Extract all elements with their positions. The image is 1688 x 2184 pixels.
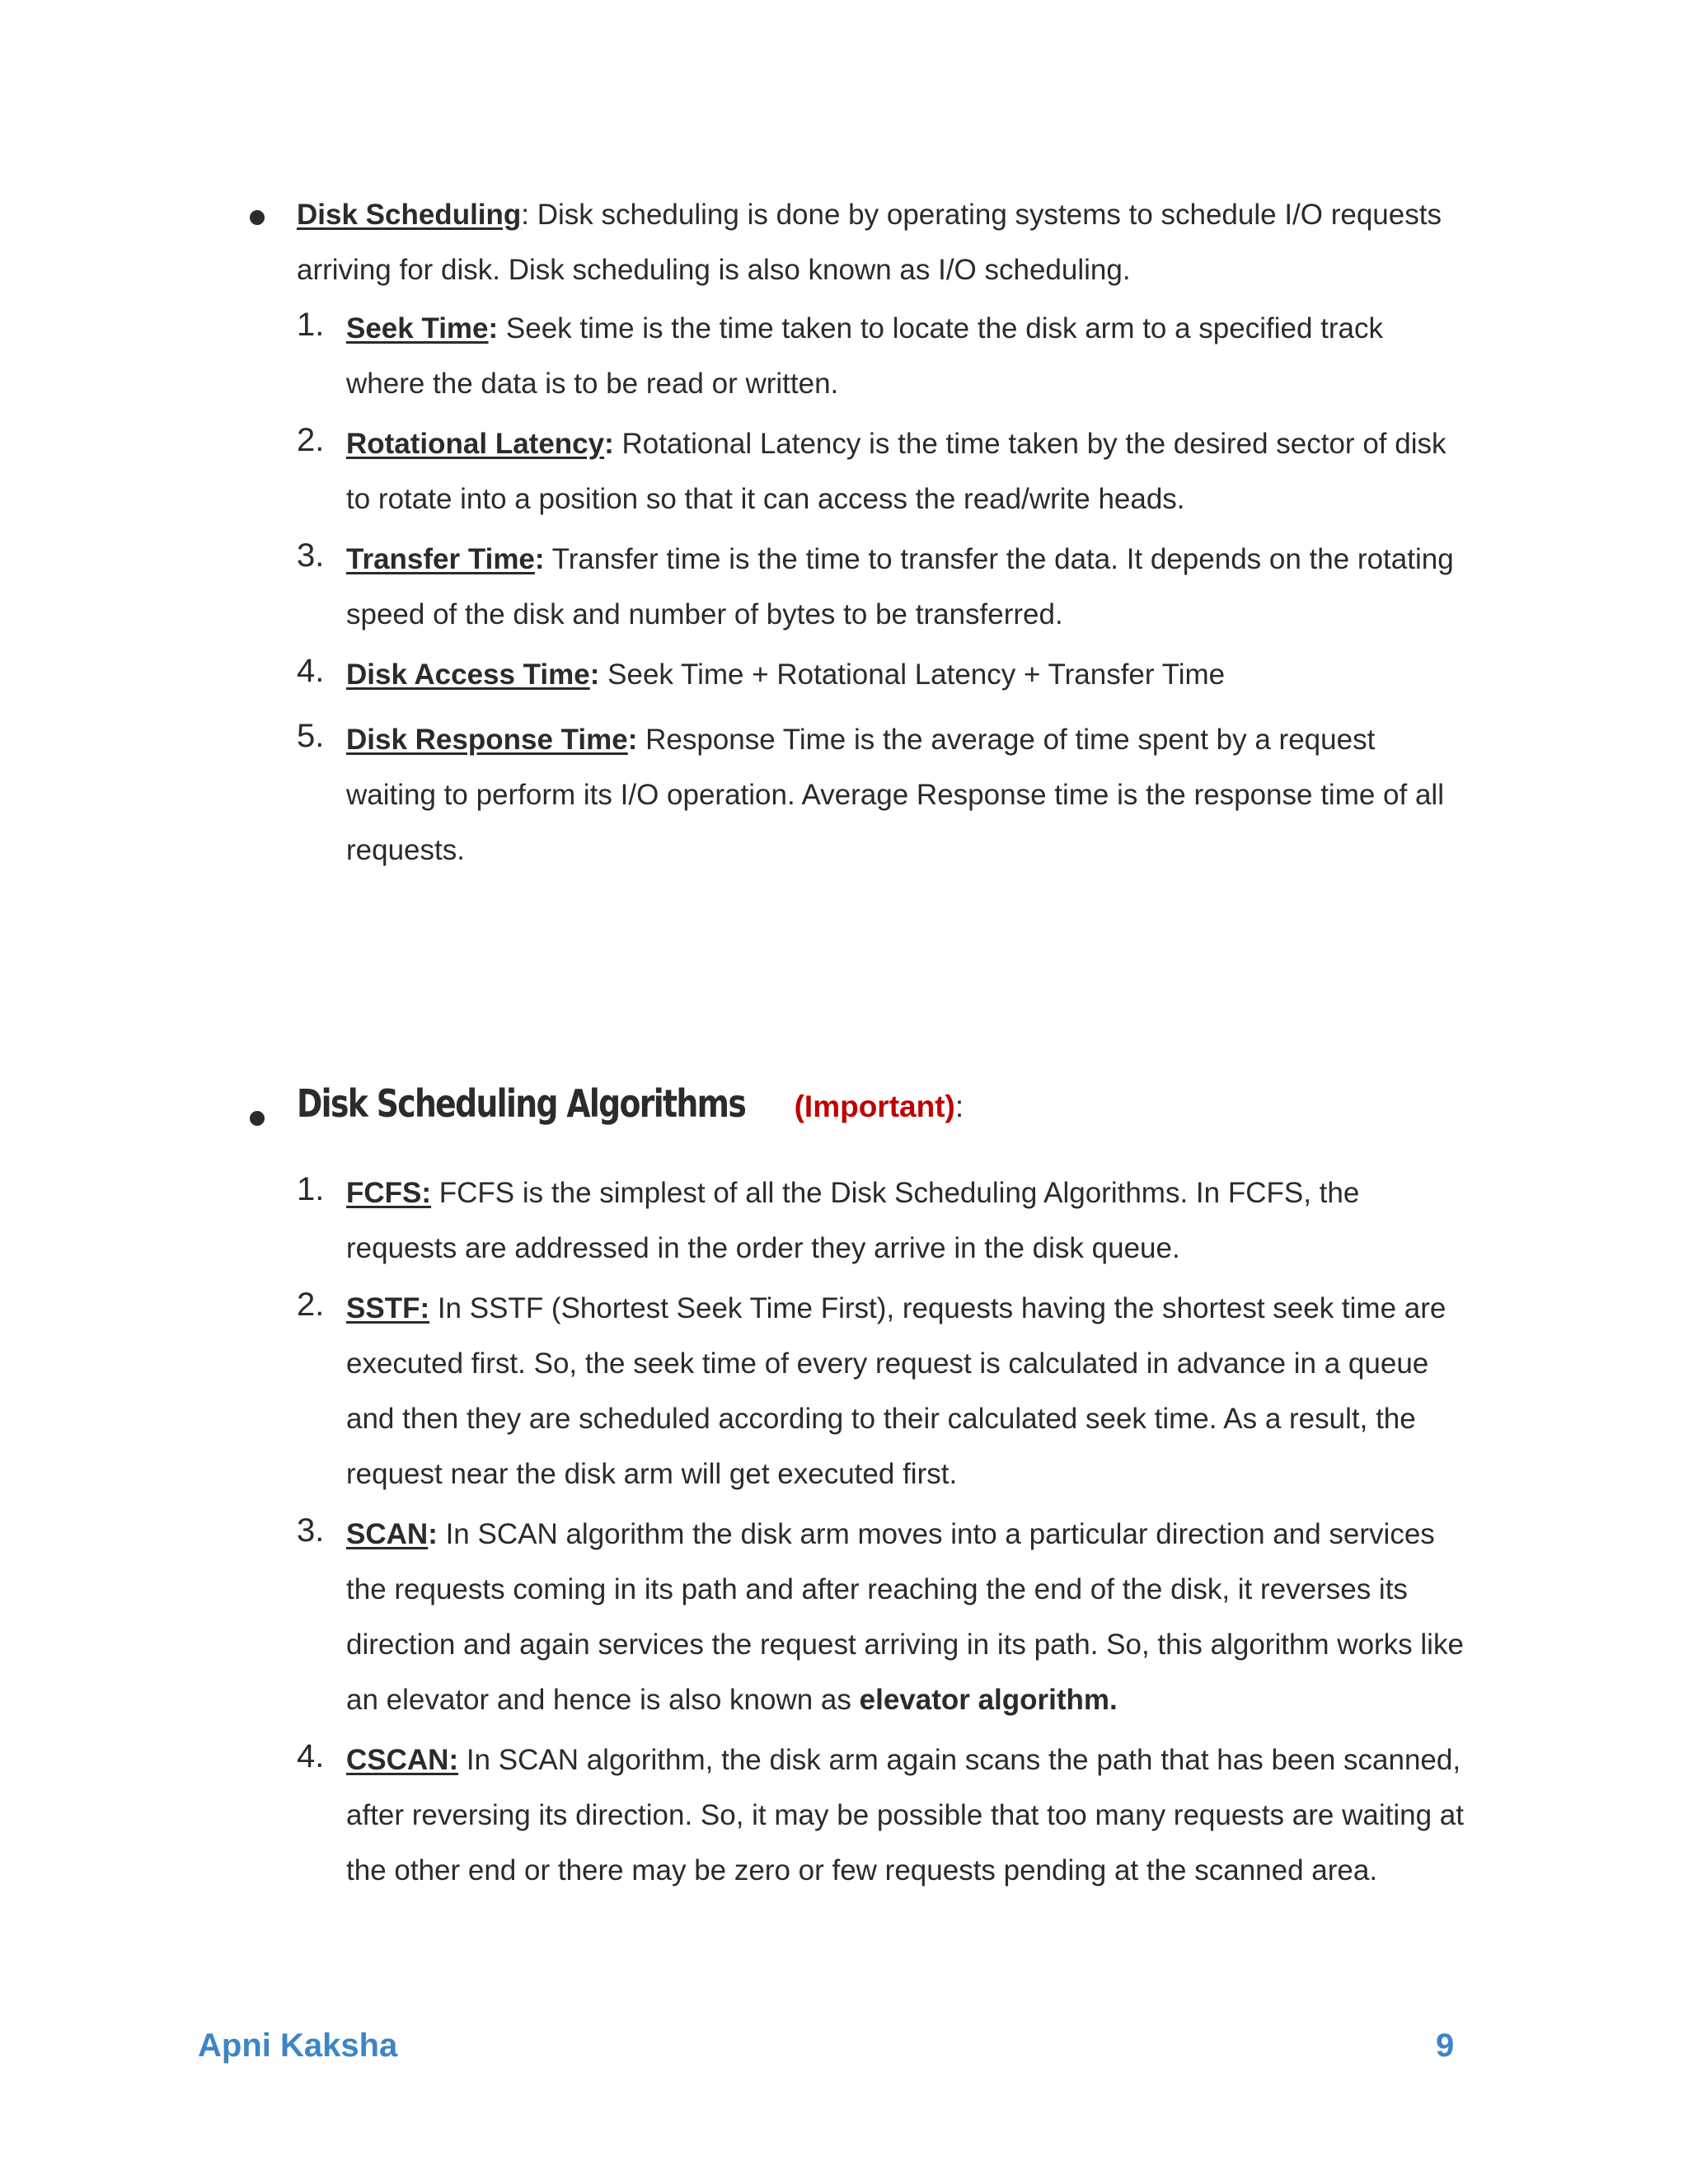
term-disk-scheduling: Disk Scheduling — [297, 199, 522, 231]
item-number: 1. — [297, 307, 325, 343]
heading-title: Disk Scheduling Algorithms — [297, 1081, 746, 1126]
item-number: 2. — [297, 422, 325, 458]
term-disk-access-time: Disk Access Time — [346, 658, 590, 691]
heading-colon: : — [954, 1090, 964, 1123]
term-colon: : — [604, 428, 614, 460]
list-item — [297, 532, 1467, 642]
bullet-dot — [250, 1111, 265, 1126]
item-number: 3. — [297, 537, 325, 574]
term-colon: : — [627, 724, 638, 756]
section-heading — [297, 1081, 1467, 1141]
bullet-dot — [250, 210, 265, 225]
disk-terms-list — [297, 301, 1467, 878]
term-transfer-time: Transfer Time — [346, 543, 535, 575]
item-bold-tail: elevator algorithm. — [859, 1684, 1118, 1716]
list-item — [297, 301, 1467, 411]
term-colon: : — [534, 543, 545, 575]
term-colon: : — [428, 1518, 438, 1550]
intro-text: : Disk scheduling is done by operating systems to schedule I/O requests arriving for disk. Disk scheduling is also known as I/O scheduling. — [297, 199, 1442, 286]
list-item — [297, 1507, 1467, 1727]
term-disk-response-time: Disk Response Time — [346, 724, 628, 756]
term-scan: SCAN — [346, 1518, 429, 1550]
term-fcfs: FCFS: — [346, 1177, 432, 1209]
item-text: Seek time is the time taken to locate the disk arm to a specified track where the data is to be read or written. — [346, 312, 1384, 400]
list-item — [297, 1281, 1467, 1502]
item-text: Transfer time is the time to transfer the data. It depends on the rotating speed of the disk and number of bytes to be transferred. — [346, 543, 1454, 630]
item-number: 4. — [297, 1738, 325, 1774]
list-item — [297, 1165, 1467, 1276]
item-text: FCFS is the simplest of all the Disk Scheduling Algorithms. In FCFS, the requests are addressed in the order they arrive in the disk queue. — [346, 1177, 1360, 1264]
item-number: 3. — [297, 1512, 325, 1549]
algorithms-list — [297, 1165, 1467, 1898]
term-rotational-latency: Rotational Latency — [346, 428, 605, 460]
item-number: 4. — [297, 653, 325, 689]
disk-scheduling-intro — [297, 187, 1467, 298]
term-colon: : — [488, 312, 499, 344]
list-item — [297, 416, 1467, 527]
item-text: Rotational Latency is the time taken by the desired sector of disk to rotate into a position so that it can access the read/write heads. — [346, 428, 1447, 515]
item-text: Seek Time + Rotational Latency + Transfer Time — [599, 658, 1226, 691]
item-text: In SSTF (Shortest Seek Time First), requests having the shortest seek time are executed first. So, the seek time of every request is calculated in advance in a queue and then they are scheduled according to their calculated seek time. As a result, the request near the disk arm will get executed first. — [346, 1292, 1447, 1490]
item-text: In SCAN algorithm, the disk arm again scans the path that has been scanned, after reversing its direction. So, it may be possible that too many requests are waiting at the other end or there may be zero or few requests pending at the scanned area. — [346, 1744, 1464, 1886]
list-item — [297, 647, 1467, 702]
section-disk-scheduling-algorithms — [297, 1081, 1467, 1898]
term-colon: : — [589, 658, 600, 691]
section-disk-scheduling — [297, 187, 1467, 878]
page-number: 9 — [1436, 2027, 1455, 2064]
term-cscan: CSCAN: — [346, 1744, 459, 1776]
item-number: 2. — [297, 1286, 325, 1323]
item-number: 5. — [297, 718, 325, 754]
footer-brand: Apni Kaksha — [198, 2027, 398, 2064]
item-number: 1. — [297, 1171, 325, 1207]
item-text: In SCAN algorithm the disk arm moves into a particular direction and services the requests coming in its path and after reaching the end of the disk, it reverses its direction and again services the request arriving in its path. So, this algorithm works like an elevator and hence is also known as — [346, 1518, 1464, 1716]
item-text: Response Time is the average of time spent by a request waiting to perform its I/O operation. Average Response time is the response time of all requests. — [346, 724, 1444, 866]
important-label: (Important) — [794, 1090, 955, 1123]
list-item — [297, 712, 1467, 878]
term-seek-time: Seek Time — [346, 312, 489, 344]
term-sstf: SSTF: — [346, 1292, 430, 1324]
list-item — [297, 1732, 1467, 1898]
